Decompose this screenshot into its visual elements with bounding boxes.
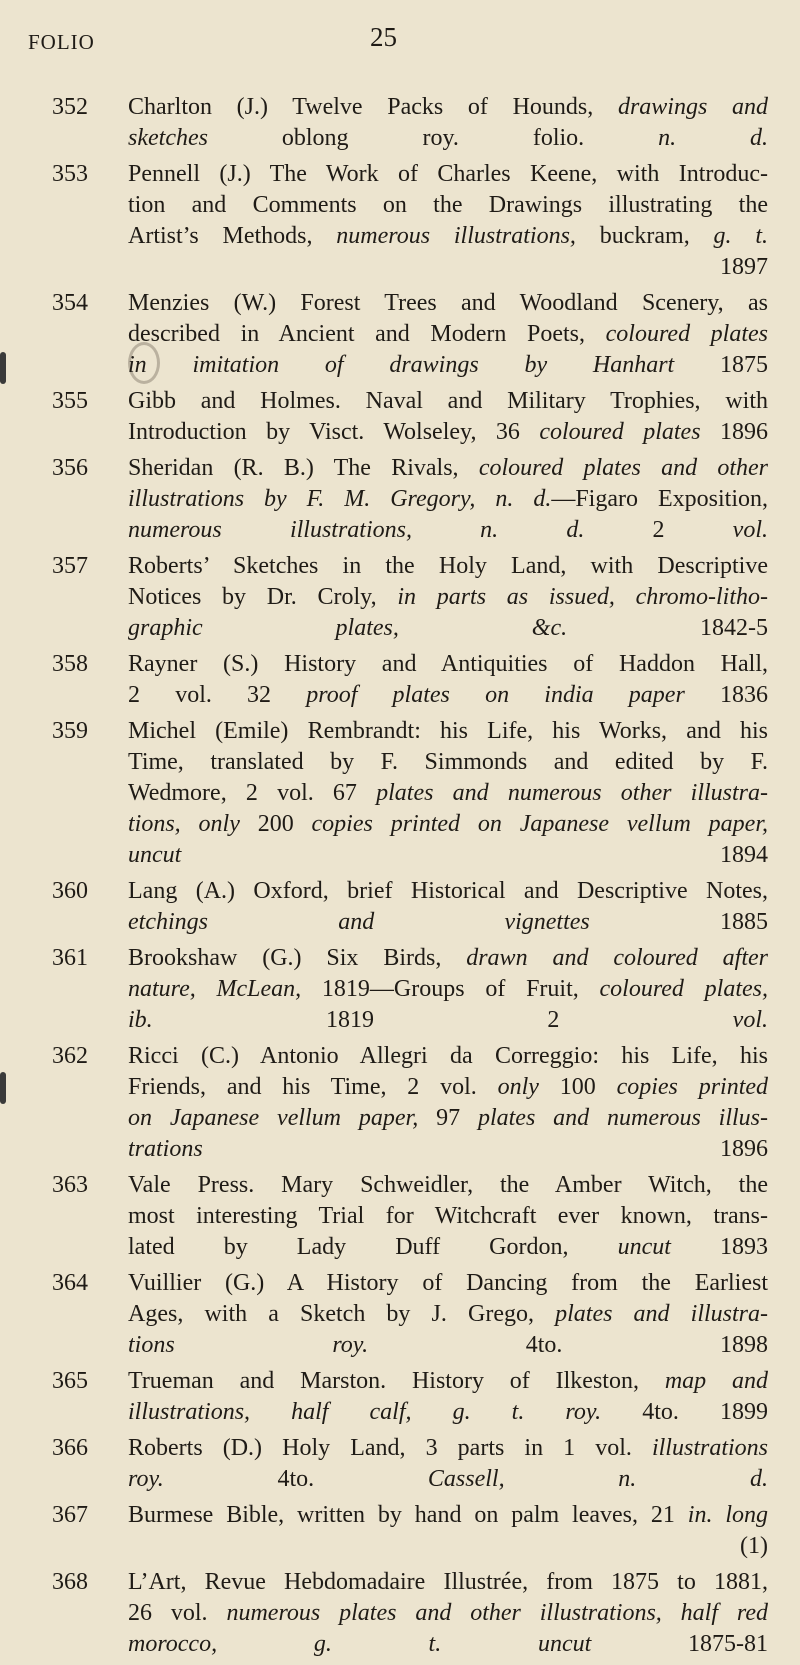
catalogue-entry <box>52 1366 768 1428</box>
lot-number: 356 <box>52 455 88 481</box>
entry-line: tions roy. 4to. 1898 <box>128 1332 768 1358</box>
italic-text: plates and numerous other illustra- <box>376 780 768 806</box>
italic-text: roy. <box>332 1332 369 1358</box>
italic-text: in parts as issued, chromo-litho- <box>397 584 768 610</box>
lot-number: 361 <box>52 945 88 971</box>
catalogue-entry <box>52 1567 768 1660</box>
italic-text: in. long <box>687 1502 768 1528</box>
italic-text: sketches <box>128 125 208 151</box>
entry-line: lated by Lady Duff Gordon, uncut 1893 <box>128 1234 768 1260</box>
entry-line: Time, translated by F. Simmonds and edited by F. <box>128 749 768 775</box>
italic-text: roy. <box>128 1466 164 1492</box>
catalogue-entry <box>52 1170 768 1263</box>
italic-text: illustrations, half calf, g. t. <box>128 1399 525 1425</box>
catalogue-entry <box>52 288 768 381</box>
lot-number: 352 <box>52 94 88 120</box>
entry-line: illustrations, half calf, g. t. roy. 4to. 1899 <box>128 1399 768 1425</box>
catalogue-entry <box>52 1500 768 1562</box>
page-header <box>28 20 750 60</box>
entry-line: numerous illustrations, n. d. 2 vol. <box>128 517 768 543</box>
entry-line: Menzies (W.) Forest Trees and Woodland Scenery, as <box>128 290 768 316</box>
lot-number: 365 <box>52 1368 88 1394</box>
entry-line: graphic plates, &c. 1842-5 <box>128 615 768 641</box>
lot-number: 360 <box>52 878 88 904</box>
italic-text: plates and numerous illus- <box>477 1105 768 1131</box>
entry-line: Friends, and his Time, 2 vol. only 100 copies printed <box>128 1074 768 1100</box>
entry-line: sketches oblong roy. folio. n. d. <box>128 125 768 151</box>
entry-line: Rayner (S.) History and Antiquities of Haddon Hall, <box>128 651 768 677</box>
entry-line: morocco, g. t. uncut 1875-81 <box>128 1631 768 1657</box>
catalogue-entry <box>52 876 768 938</box>
entry-line: etchings and vignettes 1885 <box>128 909 768 935</box>
italic-text: drawings and <box>617 94 768 120</box>
italic-text: coloured plates, <box>599 976 768 1002</box>
entry-line: Introduction by Visct. Wolseley, 36 coloured plates 1896 <box>128 419 768 445</box>
entry-line: L’Art, Revue Hebdomadaire Illustrée, from 1875 to 1881, <box>128 1569 768 1595</box>
entry-line: Vale Press. Mary Schweidler, the Amber Witch, the <box>128 1172 768 1198</box>
italic-text: nature, McLean, <box>128 976 302 1002</box>
entry-line: Artist’s Methods, numerous illustrations, buckram, g. t. <box>128 223 768 249</box>
entry-line: roy. 4to. Cassell, n. d. <box>128 1466 768 1492</box>
italic-text: g. t. <box>713 223 768 249</box>
entry-line: described in Ancient and Modern Poets, coloured plates <box>128 321 768 347</box>
lot-number: 354 <box>52 290 88 316</box>
lot-number: 362 <box>52 1043 88 1069</box>
italic-text: tions <box>128 1332 175 1358</box>
italic-text: vol. <box>732 1007 768 1033</box>
italic-text: only <box>497 1074 539 1100</box>
entry-line: Brookshaw (G.) Six Birds, drawn and coloured after <box>128 945 768 971</box>
entry-line: on Japanese vellum paper, 97 plates and numerous illus- <box>128 1105 768 1131</box>
entry-line: 26 vol. numerous plates and other illustrations, half red <box>128 1600 768 1626</box>
entry-line: Lang (A.) Oxford, brief Historical and Descriptive Notes, <box>128 878 768 904</box>
entry-line: Charlton (J.) Twelve Packs of Hounds, drawings and <box>128 94 768 120</box>
catalogue-entry <box>52 649 768 711</box>
entry-line: Wedmore, 2 vol. 67 plates and numerous other illustra- <box>128 780 768 806</box>
italic-text: numerous illustrations, <box>336 223 576 249</box>
entry-line: 2 vol. 32 proof plates on india paper 1836 <box>128 682 768 708</box>
entry-line: most interesting Trial for Witchcraft ever known, trans- <box>128 1203 768 1229</box>
italic-text: etchings and vignettes <box>128 909 590 935</box>
lot-number: 357 <box>52 553 88 579</box>
lot-number: 368 <box>52 1569 88 1595</box>
catalogue-entry <box>52 551 768 644</box>
entry-line: Roberts (D.) Holy Land, 3 parts in 1 vol. illustrations <box>128 1435 768 1461</box>
catalogue-entry <box>52 453 768 546</box>
entry-line: in imitation of drawings by Hanhart 1875 <box>128 352 768 378</box>
italic-text: numerous illustrations, n. d. <box>128 517 585 543</box>
lot-number: 363 <box>52 1172 88 1198</box>
lot-number: 355 <box>52 388 88 414</box>
italic-text: drawn and coloured after <box>466 945 768 971</box>
catalogue-entries <box>52 92 768 1665</box>
italic-text: Cassell, n. d. <box>427 1466 768 1492</box>
italic-text: coloured plates <box>539 419 701 445</box>
entry-line: Michel (Emile) Rembrandt: his Life, his Works, and his <box>128 718 768 744</box>
italic-text: in imitation of drawings by Hanhart <box>128 352 675 378</box>
entry-line: nature, McLean, 1819—Groups of Fruit, coloured plates, <box>128 976 768 1002</box>
catalogue-entry <box>52 716 768 871</box>
entry-line: Pennell (J.) The Work of Charles Keene, with Introduc- <box>128 161 768 187</box>
lot-number: 353 <box>52 161 88 187</box>
catalogue-entry <box>52 386 768 448</box>
catalogue-entry <box>52 943 768 1036</box>
italic-text: trations <box>128 1136 203 1162</box>
catalogue-entry <box>52 1433 768 1495</box>
entry-line: Notices by Dr. Croly, in parts as issued, chromo-litho- <box>128 584 768 610</box>
italic-text: graphic plates, &c. <box>128 615 568 641</box>
entry-line: (1) <box>740 1533 768 1559</box>
italic-text: n. d. <box>658 125 768 151</box>
catalogue-entry <box>52 1268 768 1361</box>
italic-text: illustrations by F. M. Gregory, n. d. <box>128 486 552 512</box>
italic-text: numerous plates and other illustrations, half red <box>226 1600 768 1626</box>
italic-text: ib. <box>128 1007 153 1033</box>
running-head: FOLIO <box>28 30 95 54</box>
italic-text: uncut <box>617 1234 671 1260</box>
margin-mark <box>0 1072 6 1104</box>
margin-mark <box>0 352 6 384</box>
entry-line: Burmese Bible, written by hand on palm leaves, 21 in. long <box>128 1502 768 1528</box>
entry-line: Roberts’ Sketches in the Holy Land, with Descriptive <box>128 553 768 579</box>
italic-text: roy. <box>565 1399 602 1425</box>
entry-line: Ages, with a Sketch by J. Grego, plates and illustra- <box>128 1301 768 1327</box>
italic-text: coloured plates <box>605 321 768 347</box>
entry-line: trations 1896 <box>128 1136 768 1162</box>
catalogue-entry <box>52 1041 768 1165</box>
entry-line: Sheridan (R. B.) The Rivals, coloured plates and other <box>128 455 768 481</box>
italic-text: illustrations <box>651 1435 768 1461</box>
entry-line: 1897 <box>720 254 768 280</box>
italic-text: coloured plates and other <box>478 455 768 481</box>
entry-line: tion and Comments on the Drawings illustrating the <box>128 192 768 218</box>
page-number: 25 <box>370 22 397 52</box>
entry-line: Vuillier (G.) A History of Dancing from the Earliest <box>128 1270 768 1296</box>
entry-line: illustrations by F. M. Gregory, n. d.—Figaro Exposition, <box>128 486 768 512</box>
entry-line: uncut 1894 <box>128 842 768 868</box>
italic-text: morocco, g. t. uncut <box>128 1631 592 1657</box>
italic-text: copies printed <box>616 1074 768 1100</box>
entry-line: ib. 1819 2 vol. <box>128 1007 768 1033</box>
italic-text: proof plates on india paper <box>306 682 685 708</box>
catalogue-entry <box>52 159 768 283</box>
lot-number: 364 <box>52 1270 88 1296</box>
lot-number: 367 <box>52 1502 88 1528</box>
italic-text: uncut <box>128 842 182 868</box>
italic-text: vol. <box>732 517 768 543</box>
italic-text: copies printed on Japanese vellum paper, <box>311 811 768 837</box>
entry-line: tions, only 200 copies printed on Japanese vellum paper, <box>128 811 768 837</box>
entry-line: Gibb and Holmes. Naval and Military Trophies, with <box>128 388 768 414</box>
italic-text: on Japanese vellum paper, <box>128 1105 419 1131</box>
italic-text: tions, only <box>128 811 240 837</box>
entry-line: Trueman and Marston. History of Ilkeston, map and <box>128 1368 768 1394</box>
italic-text: map and <box>664 1368 768 1394</box>
italic-text: plates and illustra- <box>555 1301 768 1327</box>
lot-number: 358 <box>52 651 88 677</box>
catalogue-entry <box>52 92 768 154</box>
lot-number: 359 <box>52 718 88 744</box>
entry-line: Ricci (C.) Antonio Allegri da Correggio: his Life, his <box>128 1043 768 1069</box>
lot-number: 366 <box>52 1435 88 1461</box>
